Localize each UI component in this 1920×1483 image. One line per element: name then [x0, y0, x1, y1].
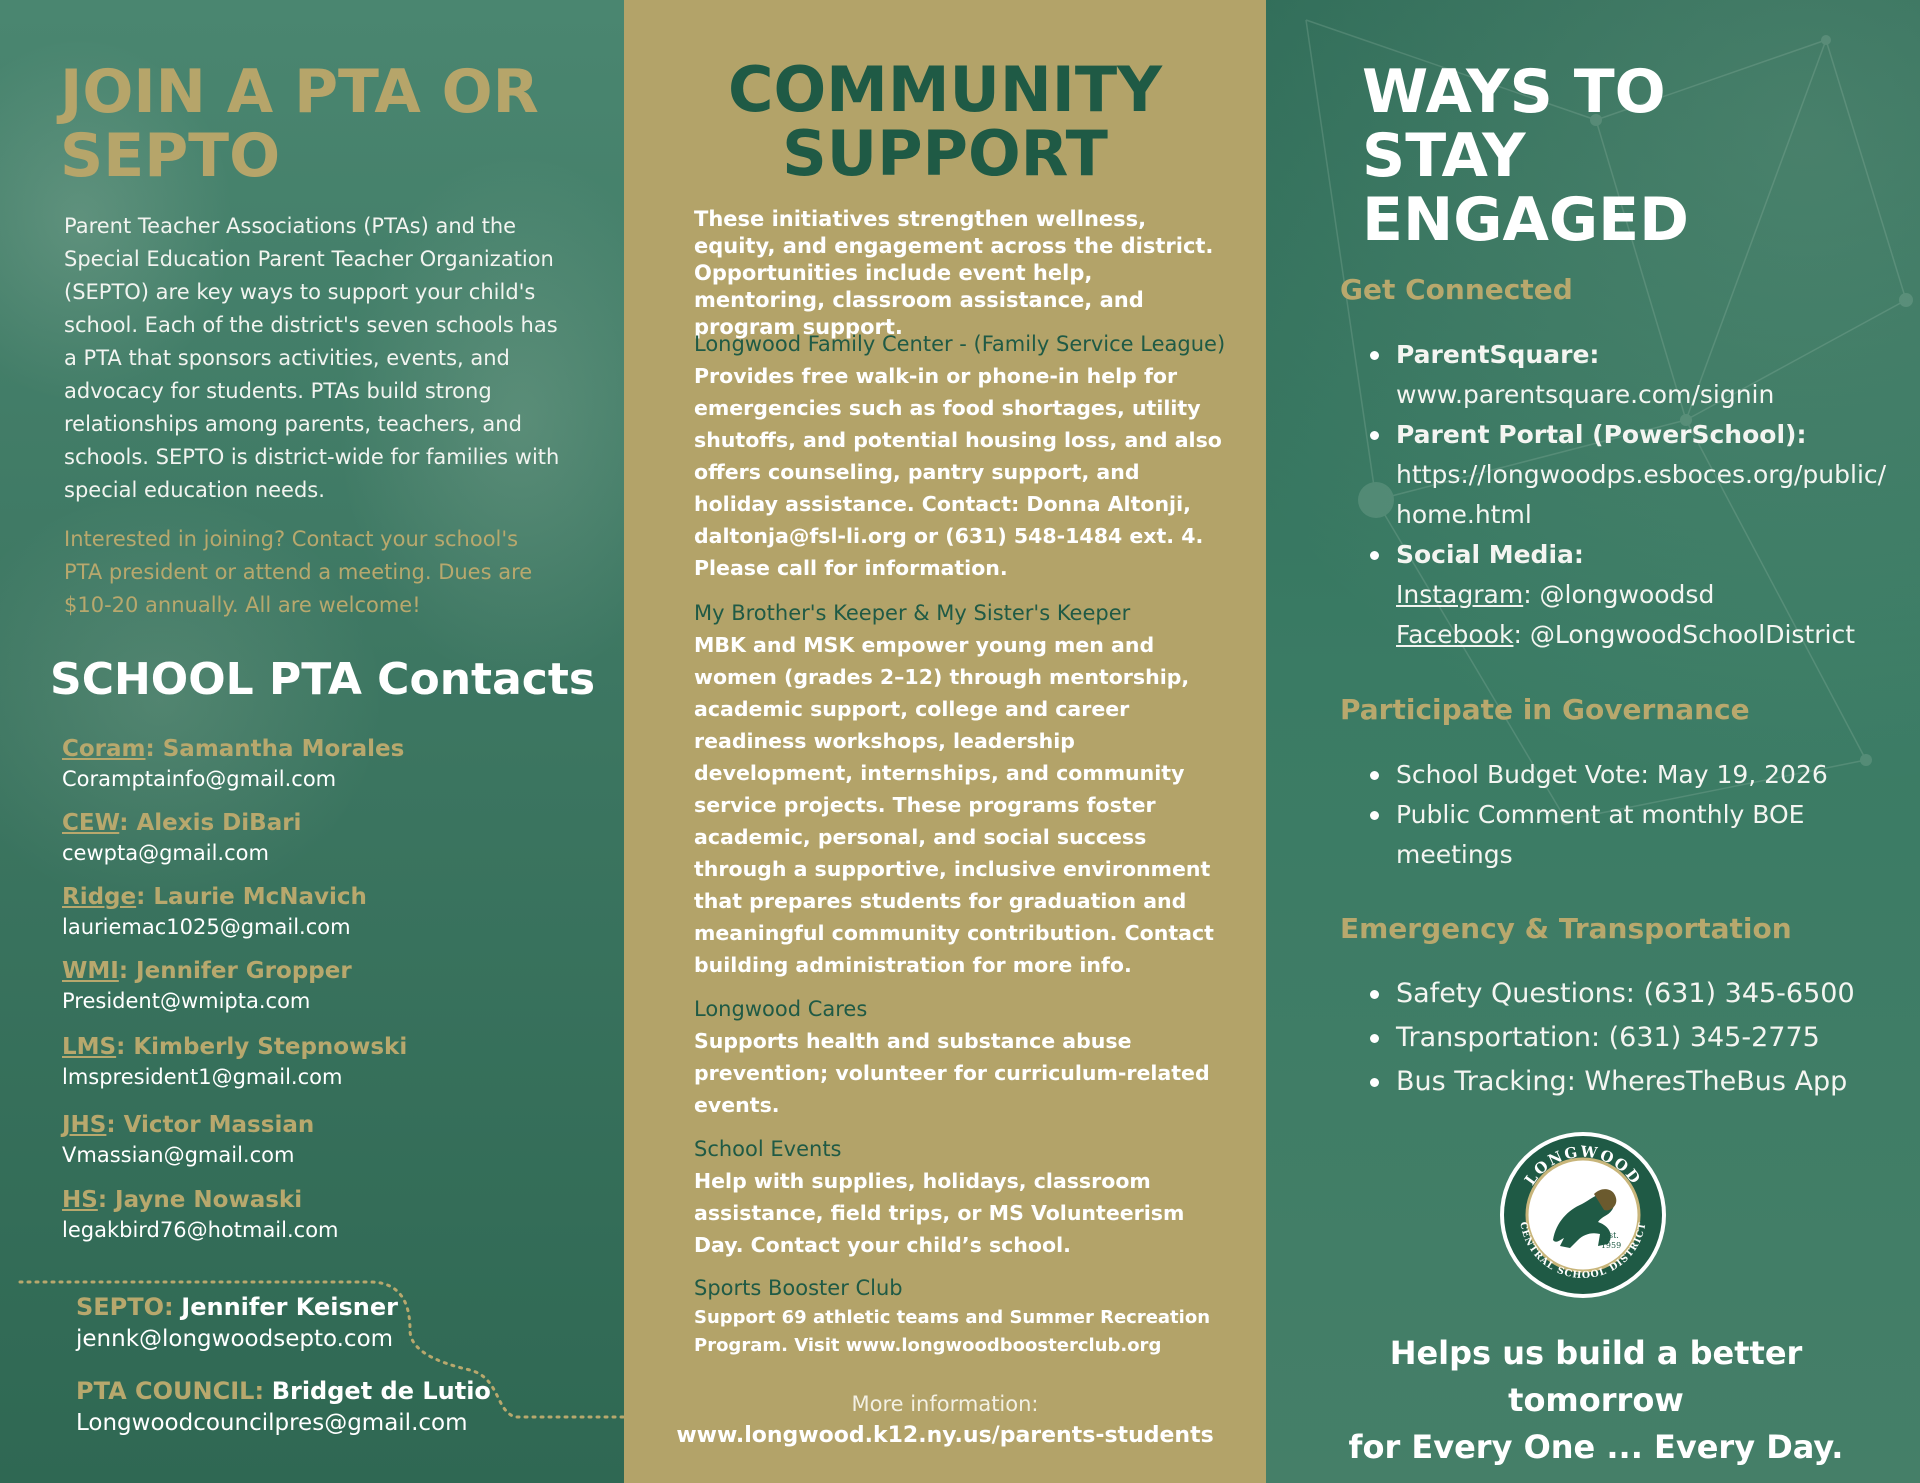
- pta-council-contact: [76, 1375, 616, 1439]
- parentsquare-link[interactable]: www.parentsquare.com/signin: [1396, 380, 1775, 409]
- list-item: [1362, 335, 1902, 415]
- instagram-handle: : @longwoodsd: [1523, 580, 1715, 609]
- contact-email: lauriemac1025@gmail.com: [62, 915, 351, 939]
- section-school-events: [694, 1133, 1224, 1261]
- school-pta-contacts-heading: SCHOOL PTA Contacts: [50, 654, 596, 705]
- list-item: [1362, 535, 1902, 655]
- right-panel: [1266, 0, 1920, 1483]
- section-body: Help with supplies, holidays, classroom assistance, field trips, or MS Volunteerism Day. Contact your child’s school.: [694, 1169, 1185, 1257]
- school-name[interactable]: CEW: [62, 810, 120, 836]
- school-name[interactable]: JHS: [62, 1112, 107, 1138]
- social-media-label: Social Media:: [1396, 540, 1584, 569]
- section-heading: Longwood Cares: [694, 997, 868, 1021]
- contact-email: President@wmipta.com: [62, 989, 311, 1013]
- contact-name: Jennifer Gropper: [136, 958, 352, 984]
- community-support-title: COMMUNITY SUPPORT: [727, 53, 1163, 190]
- contact-name: Laurie McNavich: [153, 884, 367, 910]
- school-name[interactable]: Ridge: [62, 884, 137, 910]
- contact-email: legakbird76@hotmail.com: [62, 1218, 339, 1242]
- get-connected-list: [1362, 335, 1902, 655]
- contact-email: Vmassian@gmail.com: [62, 1143, 295, 1167]
- svg-text:1959: 1959: [1600, 1241, 1622, 1250]
- middle-panel: [624, 0, 1266, 1483]
- longwood-district-seal: [1498, 1130, 1668, 1300]
- contact-lms: LMS: Kimberly Stepnowski lmspresident1@gmail.com: [62, 1032, 582, 1092]
- contact-email: cewpta@gmail.com: [62, 841, 269, 865]
- contact-ridge: Ridge: Laurie McNavich lauriemac1025@gmail.com: [62, 882, 582, 942]
- contact-hs: HS: Jayne Nowaski legakbird76@hotmail.com: [62, 1185, 582, 1245]
- list-item: Bus Tracking: WheresTheBus App: [1362, 1060, 1902, 1104]
- list-item: School Budget Vote: May 19, 2026: [1362, 755, 1902, 795]
- section-heading: Longwood Family Center - (Family Service League): [694, 332, 1226, 356]
- contact-coram: Coram: Samantha Morales Coramptainfo@gmail.com: [62, 734, 582, 794]
- list-item: [1362, 415, 1902, 535]
- school-name[interactable]: Coram: [62, 736, 146, 762]
- contact-name: Samantha Morales: [162, 736, 405, 762]
- section-sports-booster: [694, 1272, 1224, 1360]
- parentsquare-label: ParentSquare:: [1396, 340, 1600, 369]
- council-name: Bridget de Lutio: [271, 1377, 491, 1405]
- section-family-center: [694, 328, 1224, 584]
- septo-email: jennk@longwoodsepto.com: [76, 1326, 394, 1352]
- emergency-heading: Emergency & Transportation: [1340, 912, 1792, 945]
- septo-contact: [76, 1291, 616, 1355]
- get-connected-heading: Get Connected: [1340, 273, 1573, 306]
- section-body: Support 69 athletic teams and Summer Recreation Program. Visit www.longwoodboosterclub.org: [694, 1307, 1211, 1356]
- septo-label: SEPTO:: [76, 1293, 174, 1321]
- council-email: Longwoodcouncilpres@gmail.com: [76, 1410, 468, 1436]
- contact-cew: CEW: Alexis DiBari cewpta@gmail.com: [62, 808, 582, 868]
- contact-name: Kimberly Stepnowski: [133, 1034, 408, 1060]
- section-body: MBK and MSK empower young men and women (grades 2–12) through mentorship, academic support, college and career readiness workshops, leadership development, internships, and community service projects. These programs foster academic, personal, and social success through a supportive, inclusive environment that prepares students for graduation and meaningful community contribution. Contact building administration for more info.: [694, 633, 1214, 977]
- list-item: Safety Questions: (631) 345-6500: [1362, 972, 1902, 1016]
- tagline-line-2: for Every One ... Every Day.: [1348, 1428, 1844, 1466]
- school-name[interactable]: HS: [62, 1187, 98, 1213]
- join-pta-title: JOIN A PTA OR SEPTO: [60, 57, 539, 191]
- section-longwood-cares: [694, 993, 1224, 1121]
- svg-text:CENTRAL SCHOOL DISTRICT: CENTRAL SCHOOL DISTRICT: [1517, 1221, 1649, 1282]
- more-info-link[interactable]: www.longwood.k12.ny.us/parents-students: [676, 1423, 1214, 1448]
- facebook-handle: : @LongwoodSchoolDistrict: [1513, 620, 1856, 649]
- svg-text:LONGWOOD: LONGWOOD: [1520, 1142, 1646, 1189]
- septo-name: Jennifer Keisner: [181, 1293, 398, 1321]
- school-name[interactable]: WMI: [62, 958, 119, 984]
- list-item: Transportation: (631) 345-2775: [1362, 1016, 1902, 1060]
- section-brothers-sisters-keeper: [694, 597, 1224, 981]
- section-body: Provides free walk-in or phone-in help for emergencies such as food shortages, utility shutoffs, and potential housing loss, and also offers counseling, pantry support, and holiday assistance. Contact: Donna Altonji, daltonja@fsl-li.org or (631) 548-1484 ext. 4. Please call for information.: [694, 364, 1222, 580]
- pta-intro-text: Parent Teacher Associations (PTAs) and the Special Education Parent Teacher Organization (SEPTO) are key ways to support your child's school. Each of the district's seven schools has a PTA that sponsors activities, events, and advocacy for students. PTAs build strong relationships among parents, teachers, and schools. SEPTO is district-wide for families with special education needs.: [64, 214, 560, 502]
- parent-portal-link[interactable]: https://longwoodps.esboces.org/public/: [1396, 460, 1887, 489]
- left-panel: [0, 0, 624, 1483]
- council-label: PTA COUNCIL:: [76, 1377, 265, 1405]
- section-heading: My Brother's Keeper & My Sister's Keeper: [694, 601, 1131, 625]
- more-info-label: More information:: [851, 1392, 1039, 1416]
- contact-email: Coramptainfo@gmail.com: [62, 767, 337, 791]
- tagline: [1306, 1330, 1886, 1471]
- contact-email: lmspresident1@gmail.com: [62, 1065, 343, 1089]
- parent-portal-link-cont[interactable]: home.html: [1396, 500, 1532, 529]
- school-name[interactable]: LMS: [62, 1034, 117, 1060]
- section-heading: School Events: [694, 1137, 842, 1161]
- emergency-list: [1362, 972, 1902, 1104]
- section-body: Supports health and substance abuse prevention; volunteer for curriculum-related events.: [694, 1029, 1210, 1117]
- community-intro-text: These initiatives strengthen wellness, equity, and engagement across the district. Opportunities include event help, mentoring, classroom assistance, and program support.: [694, 207, 1214, 339]
- svg-text:Est.: Est.: [1603, 1231, 1619, 1240]
- governance-list: [1362, 755, 1902, 875]
- facebook-link[interactable]: Facebook: [1396, 620, 1514, 649]
- contact-wmi: WMI: Jennifer Gropper President@wmipta.com: [62, 956, 582, 1016]
- tagline-line-1: Helps us build a better tomorrow: [1389, 1334, 1803, 1419]
- instagram-link[interactable]: Instagram: [1396, 580, 1524, 609]
- contact-name: Jayne Nowaski: [115, 1187, 303, 1213]
- join-info-text: Interested in joining? Contact your school's PTA president or attend a meeting. Dues are $10-20 annually. All are welcome!: [64, 527, 533, 617]
- contact-name: Victor Massian: [123, 1112, 315, 1138]
- contact-name: Alexis DiBari: [136, 810, 302, 836]
- ways-to-stay-engaged-title: WAYS TO STAY ENGAGED: [1362, 57, 1689, 255]
- parent-portal-label: Parent Portal (PowerSchool):: [1396, 420, 1807, 449]
- contact-jhs: JHS: Victor Massian Vmassian@gmail.com: [62, 1110, 582, 1170]
- governance-heading: Participate in Governance: [1340, 693, 1750, 726]
- list-item: Public Comment at monthly BOE meetings: [1362, 795, 1902, 875]
- section-heading: Sports Booster Club: [694, 1276, 903, 1300]
